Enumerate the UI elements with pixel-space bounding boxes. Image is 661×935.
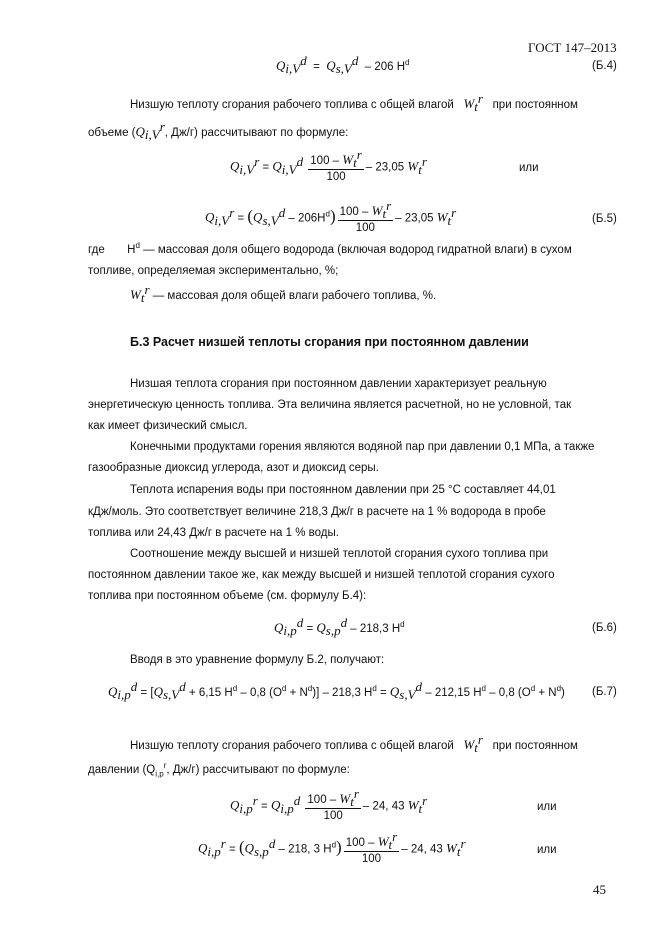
standard-code: ГОСТ 147–2013 [528, 40, 617, 55]
paragraph-line: Теплота испарения воды при постоянном давлении при 25 °С составляет 44,01 [130, 484, 556, 496]
section-heading: Б.3 Расчет низшей теплоты сгорания при постоянном давлении [130, 335, 529, 349]
or-label: или [537, 844, 557, 856]
paragraph-line: Вводя в это уравнение формулу Б.2, получают: [130, 654, 385, 666]
paragraph-line: топлива при постоянном объеме (см. формулу Б.4): [88, 590, 367, 602]
paragraph-line: газообразные диоксид углерода, азот и диоксид серы. [88, 462, 379, 474]
paragraph-line: Соотношение между высшей и низшей теплотой сгорания сухого топлива при [130, 548, 549, 560]
equation-b6: $Q_{i,p}^d = Q_{s,p}^d - 218,3$ $H^d$ [274, 615, 405, 639]
where-line: топливе, определяемая экспериментально, %; [88, 265, 339, 277]
where-line: где $H^d$ — массовая доля общего водорода (включая водород гидратной влаги) в сухом [88, 241, 572, 256]
equation-number-b5: (Б.5) [592, 213, 617, 225]
paragraph-line: энергетическую ценность топлива. Эта величина является расчетной, но не условной, так [88, 399, 572, 411]
paragraph-line: давлении ($Q_{i,p}^r$, Дж/г) рассчитывают по формуле: [88, 761, 350, 779]
paragraph-line: кДж/моль. Это соответствует величине 218,3 Дж/г в расчете на 1 % водорода в пробе [88, 506, 546, 518]
equation-number-b7: (Б.7) [592, 686, 617, 698]
paragraph-line: Низшую теплоту сгорания рабочего топлива с общей влагой $W_t^r$ при постоянном [130, 732, 578, 756]
paragraph-line: как имеет физический смысл. [88, 420, 248, 432]
equation-b5: $Q_{i,V}^r = (Q_{s,V}^d - 206H^d)$ $\frac{100 - W_t^r}{100}$ – 23,05 $W_t^r$ [205, 198, 457, 234]
paragraph-line: топлива или 24,43 Дж/г в расчете на 1 % воды. [88, 527, 339, 539]
or-label: или [519, 162, 539, 174]
paragraph-line: Низшая теплота сгорания при постоянном давлении характеризует реальную [130, 378, 547, 390]
page-number: 45 [593, 882, 606, 897]
equation-low-heat-volume: $Q_{i,V}^r = Q_{i,V}^d$ $\frac{100 - W_t^r}{100}$ – 23,05 $W_t^r$ [230, 147, 427, 183]
paragraph-line: объеме ($Q_{i,V}^r$, Дж/г) рассчитывают по формуле: [88, 119, 349, 143]
paragraph-line: Конечными продуктами горения являются водяной пар при давлении 0,1 МПа, а также [130, 441, 595, 453]
equation-number-b4: (Б.4) [592, 60, 617, 72]
equation-number-b6: (Б.6) [592, 622, 617, 634]
equation-low-heat-pressure: $Q_{i,p}^r = Q_{i,p}^d$ $\frac{100 - W_t^r}{100}$ – 24, 43 $W_t^r$ [230, 786, 428, 822]
where-line: $W_t^r$ — массовая доля общей влаги рабочего топлива, %. [130, 282, 437, 306]
paragraph-line: Низшую теплоту сгорания рабочего топлива с общей влагой $W_t^r$ при постоянном [130, 91, 578, 115]
or-label: или [537, 801, 557, 813]
equation-low-heat-pressure-expanded: $Q_{i,p}^r = (Q_{s,p}^d - 218$, 3 $H^d$) $\frac{100 - W_t^r}{100}$ – 24, 43 $W_t^r$ [198, 829, 466, 865]
equation-b7: $Q_{i,p}^d = [Q_{s,V}^d + 6,15$ $H^d - 0,8$ $(O^d + N^d)] - 218,3$ $H^d = Q_{s,V}^d - 212,15$ $H^d - 0,8$ $(O^d + N^d)$ [108, 679, 565, 703]
equation-b4: $Q_{i,V}^d = Q_{s,V}^d - 206$ $H^d$ [276, 53, 410, 77]
paragraph-line: постоянном давлении такое же, как между высшей и низшей теплотой сгорания сухого [88, 569, 555, 581]
